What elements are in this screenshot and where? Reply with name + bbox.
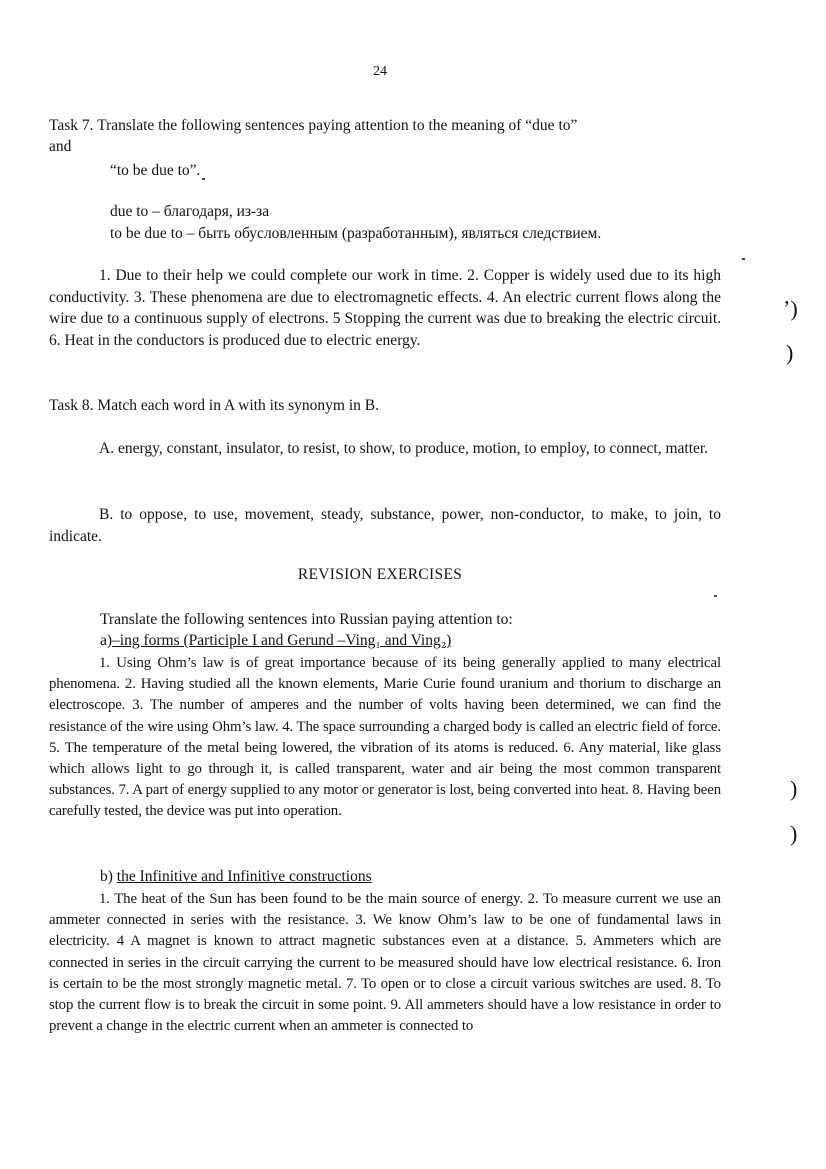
task7-term: “to be due to”. [110, 162, 201, 179]
margin-mark: ) [790, 776, 798, 801]
margin-mark: ) [786, 340, 794, 365]
task8-title: Task 8. Match each word in A with its synonym in B. [49, 397, 379, 414]
section-a-sentences: 1. Using Ohm’s law is of great importance because of its being generally applied to many electrical phenomena. 2. Having studied all the known elements, Marie Curie found uranium and thorium to discharge an electroscope. 3. The number of amperes and the number of volts having been determined, we can find the resistance of the wire using Ohm’s law. 4. The space surrounding a charged body is called an electric field of force. 5. The temperature of the metal being lowered, the vibration of its atoms is reduced. 6. Any material, like glass which allows light to go through it, is called transparent, water and air being the most common transparent substances. 7. A part of energy supplied to any motor or generator is lost, being converted into heat. 8. Having been carefully tested, the device was put into operation. [49, 655, 721, 820]
revision-heading: REVISION EXERCISES [297, 566, 463, 583]
scan-speck [202, 178, 205, 180]
task7-sentences: 1. Due to their help we could complete our work in time. 2. Copper is widely used due to its high conductivity. 3. These phenomena are due to electromagnetic effects. 4. An electric current flows along the wire due to a continuous supply of electrons. 5 Stopping the current was due to breaking the electric circuit. 6. Heat in the conductors is produced due to electric energy. [49, 267, 721, 349]
section-a-label: a) [100, 632, 113, 649]
page-number: 24 [373, 64, 387, 79]
scan-speck [714, 595, 717, 597]
section-b-heading [100, 868, 372, 886]
section-b-label: b) [100, 868, 113, 885]
task8-list-b: B. to oppose, to use, movement, steady, substance, power, non-conductor, to make, to join, to indicate. [49, 506, 721, 545]
section-b-title: the Infinitive and Infinitive constructions [116, 868, 372, 885]
margin-mark: ) [790, 821, 798, 846]
task7-title: Task 7. Translate the following sentences paying attention to the meaning of “due to” [49, 117, 578, 134]
revision-intro: Translate the following sentences into Russian paying attention to: [100, 611, 513, 628]
task8-list-a: A. energy, constant, insulator, to resist, to show, to produce, motion, to employ, to connect, matter. [99, 440, 709, 457]
section-b-sentences: 1. The heat of the Sun has been found to be the main source of energy. 2. To measure current we use an ammeter connected in series with the resistance. 3. We know Ohm’s law to be one of fundamental laws in electricity. 4 A magnet is known to attract magnetic substances even at a distance. 5. Ammeters which are connected in series in the circuit carrying the current to be measured should have low electrical resistance. 6. Iron is certain to be the most strongly magnetic metal. 7. To open or to close a circuit various switches are used. 8. To stop the current flow is to break the circuit in some point. 9. All ammeters should have a low resistance in order to prevent a change in the electric current when an ammeter is connected to [49, 891, 721, 1035]
task7-gloss-to-be-due-to: to be due to – быть обусловленным (разработанным), являться следствием. [110, 225, 602, 242]
margin-mark: ʼ) [783, 296, 798, 321]
section-a-heading [100, 632, 451, 650]
section-a-title: –ing forms (Participle I and Gerund –Ving₁ and Ving₂) [112, 632, 452, 649]
task7-title-cont: and [49, 138, 72, 155]
task7-gloss-due-to: due to – благодаря, из-за [110, 203, 270, 220]
scan-speck [742, 258, 745, 260]
